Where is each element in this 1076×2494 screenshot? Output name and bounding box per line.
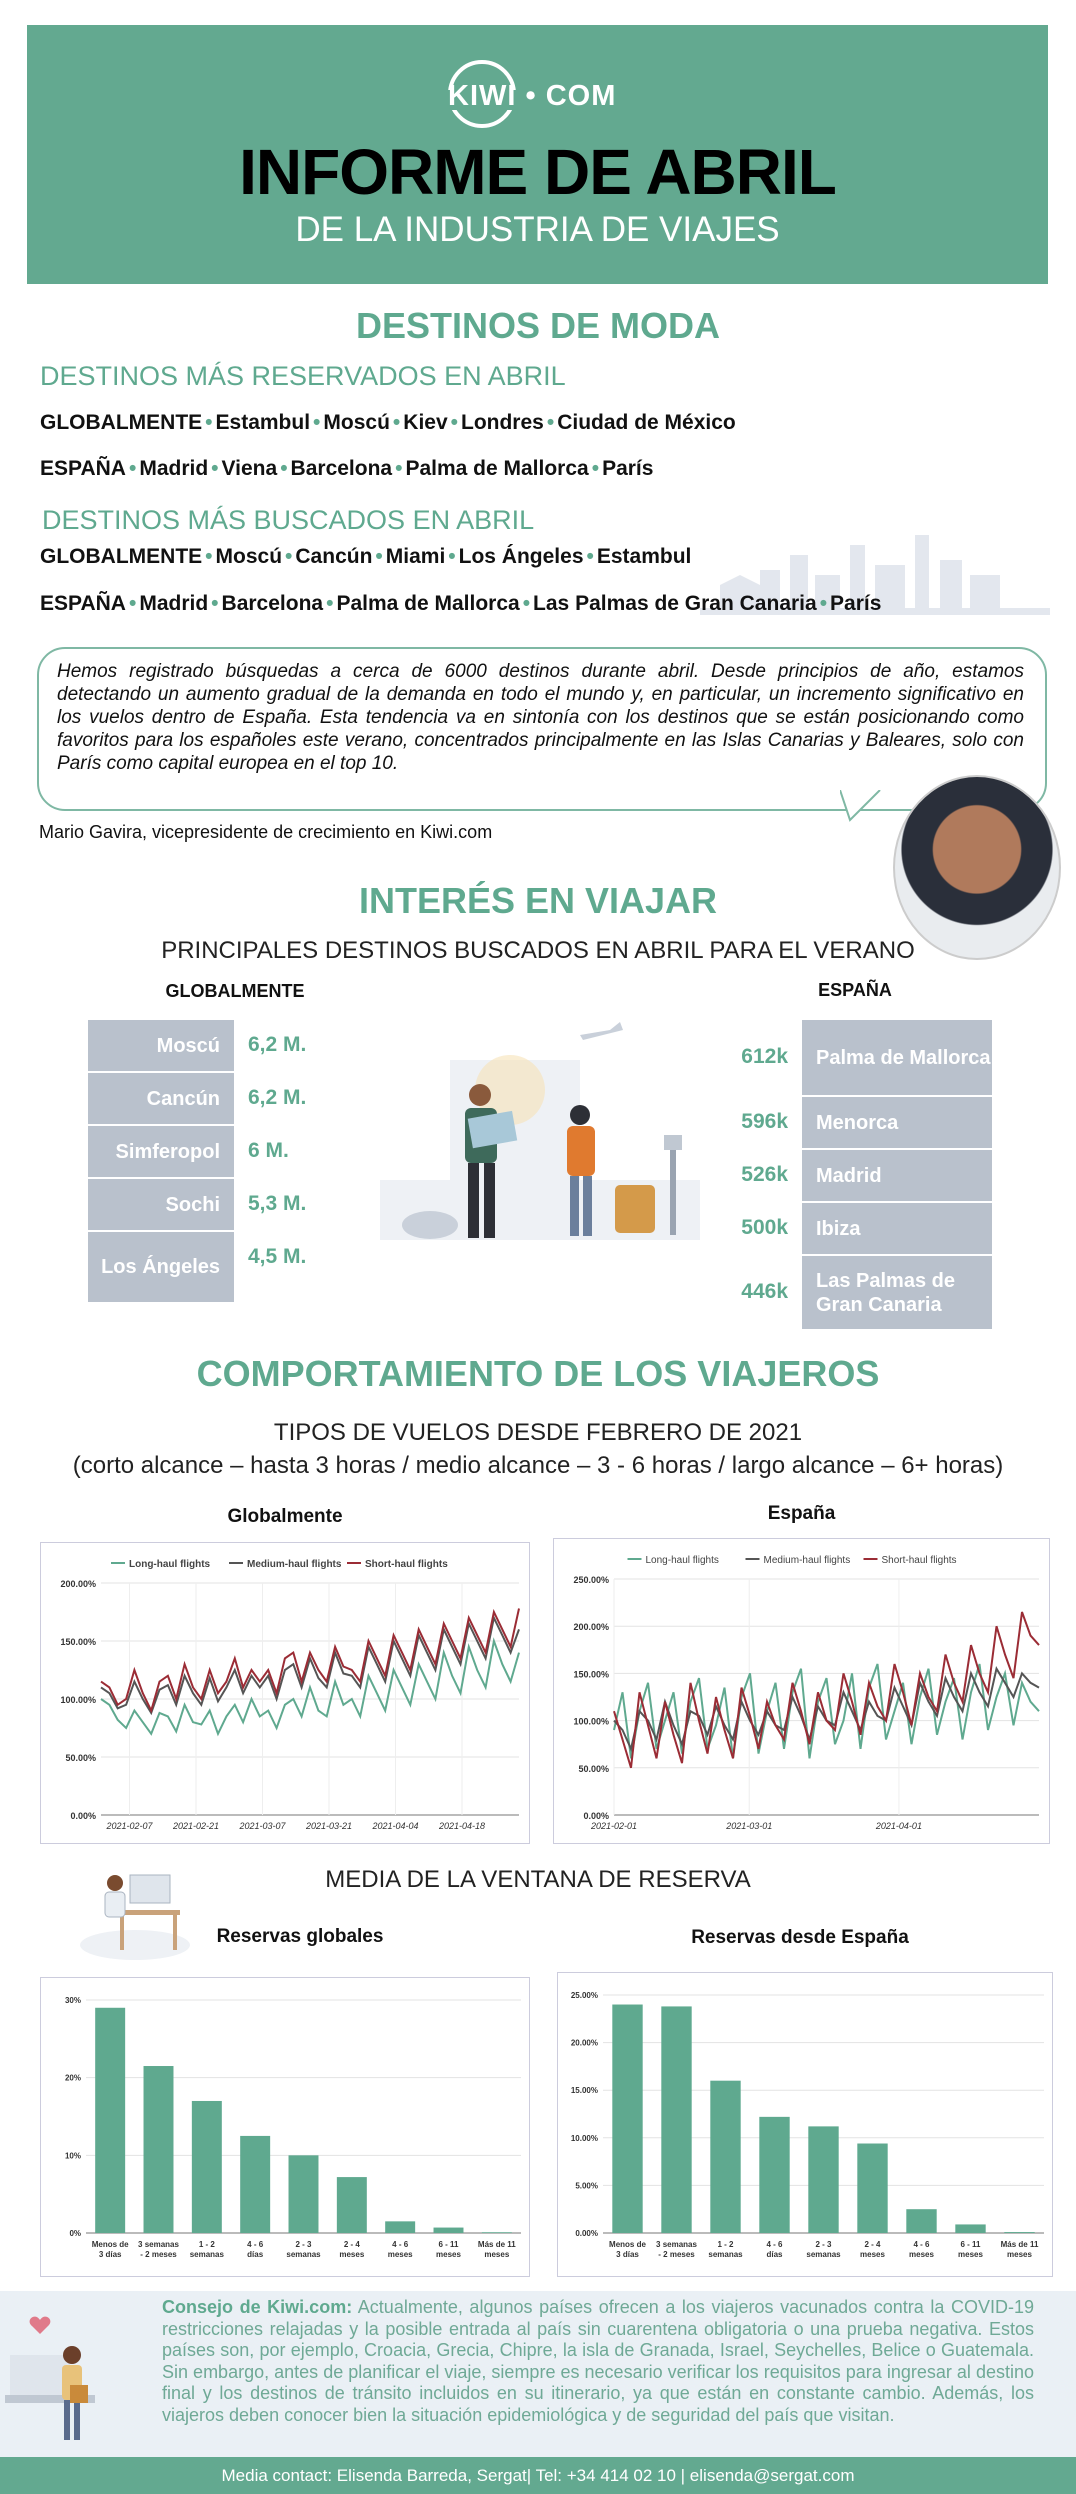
destination-item: Kiev (403, 411, 448, 434)
separator-dot: • (128, 457, 137, 480)
global-destination-value: 6,2 M. (248, 1086, 307, 1109)
booked-title: DESTINOS MÁS RESERVADOS EN ABRIL (40, 361, 566, 391)
bar (808, 2126, 838, 2233)
interest-title: INTERÉS EN VIAJAR (358, 880, 718, 921)
searched-global-list (40, 545, 691, 569)
bar (337, 2177, 367, 2233)
global-line-title: Globalmente (227, 1506, 343, 1527)
speaker-avatar (893, 775, 1061, 960)
global-destination-name: Simferopol (88, 1126, 234, 1177)
footer-contact: Media contact: Elisenda Barreda, Sergat| Tel: +34 414 02 10 | elisenda@sergat.com (0, 2457, 1076, 2494)
tip-label: Consejo de Kiwi.com: (162, 2297, 353, 2317)
y-tick-label: 150.00% (573, 1669, 609, 1680)
flights-subtitle: TIPOS DE VUELOS DESDE FEBRERO DE 2021 (273, 1419, 803, 1446)
legend-label: Long-haul flights (129, 1559, 211, 1570)
list-region-label: ESPAÑA (40, 592, 126, 615)
behaviour-title: COMPORTAMIENTO DE LOS VIAJEROS (196, 1353, 880, 1394)
x-tick-label: 2021-02-21 (172, 1821, 220, 1831)
destination-item: Palma de Mallorca (405, 457, 589, 480)
separator-dot: • (395, 457, 403, 480)
x-tick-label: 4 - 6 meses (387, 2240, 413, 2259)
y-tick-label: 100.00% (60, 1695, 96, 1705)
separator-dot: • (392, 411, 401, 434)
quote-text: Hemos registrado búsquedas a cerca de 6000 destinos durante abril. Desde principios de año, estamos detectando un aumento gradual de la demanda en todo el mundo y, en particular, un incremento significativo en los vuelos dentro de España. Esta tendencia va en sintonía con los destinos que se están posicionando como favoritos para los españoles este verano, concentrados principalmente en las Islas Canarias y Baleares, solo con París como capital europea en el top 10. (57, 661, 1024, 774)
separator-dot: • (591, 457, 600, 480)
tip-body: Actualmente, algunos países ofrecen a los viajeros vacunados contra la COVID-19 restricciones relajadas y la posible entrada al país sin cuarentena obligatoria o una prueba negativa. Estos países son, por ejemplo, Croacia, Grecia, Chipre, la isla de Granada, Israel, Seychelles, Belice o Guatemala. Sin embargo, antes de planificar el viaje, siempre es necesario verificar los requisitos para ingresar al destino final y los destinos de tránsito incluidos en su itinerario, ya que están en constante cambio. Además, los viajeros deben conocer bien la situación epidemiológica y de seguridad del país que visitan. (162, 2297, 1034, 2425)
global-line-chart (40, 1542, 530, 1844)
bar (612, 2005, 642, 2233)
destination-item: Madrid (139, 592, 209, 615)
spain-destination-name: Las Palmas de Gran Canaria (802, 1256, 992, 1329)
global-destination-value: 5,3 M. (248, 1192, 307, 1215)
destination-item: Moscú (215, 545, 283, 568)
x-tick-label: 4 - 6 días (766, 2240, 783, 2259)
x-tick-label: 4 - 6 días (247, 2240, 264, 2259)
bar (434, 2228, 464, 2233)
separator-dot: • (450, 411, 458, 434)
report-subtitle: DE LA INDUSTRIA DE VIAJES (295, 210, 780, 249)
y-tick-label: 10.00% (570, 2133, 598, 2143)
spain-destination-value: 446k (741, 1279, 788, 1303)
x-tick-label: 2021-02-01 (590, 1821, 638, 1831)
spain-bar-title: Reservas desde España (691, 1927, 909, 1948)
global-destination-name: Los Ángeles (88, 1232, 234, 1302)
separator-dot: • (205, 411, 213, 434)
spain-destination-value: 596k (741, 1109, 788, 1133)
separator-dot: • (280, 457, 288, 480)
y-tick-label: 100.00% (573, 1716, 609, 1727)
global-bar-title: Reservas globales (216, 1926, 384, 1947)
global-destination-value: 6 M. (248, 1139, 289, 1162)
destination-item: París (830, 592, 882, 615)
searched-title: DESTINOS MÁS BUSCADOS EN ABRIL (42, 505, 535, 535)
global-header: GLOBALMENTE (165, 981, 305, 1001)
destination-item: Viena (221, 457, 278, 480)
separator-dot: • (448, 545, 456, 568)
destination-item: Palma de Mallorca (336, 592, 520, 615)
list-region-label: GLOBALMENTE (40, 411, 203, 434)
bar (955, 2224, 985, 2233)
quote-speaker: Mario Gavira, vicepresidente de crecimiento en Kiwi.com (39, 822, 493, 842)
x-tick-label: 2021-04-04 (372, 1821, 419, 1831)
travelers-illustration (380, 1020, 700, 1285)
spain-bar-chart (557, 1972, 1053, 2277)
separator-dot: • (546, 411, 555, 434)
series-line-long-haul-flights (614, 1664, 1039, 1758)
x-tick-label: 1 - 2 semanas (708, 2240, 743, 2259)
x-tick-label: Más de 11 meses (477, 2240, 516, 2259)
x-tick-label: Menos de 3 días (609, 2240, 646, 2259)
y-tick-label: 0% (69, 2229, 81, 2238)
booking-window-title: MEDIA DE LA VENTANA DE RESERVA (325, 1866, 751, 1893)
bar (192, 2101, 222, 2233)
destination-item: Miami (385, 545, 446, 568)
destination-item: París (602, 457, 654, 480)
y-tick-label: 0.00% (70, 1811, 96, 1821)
bar (857, 2144, 887, 2233)
y-tick-label: 0.00% (575, 2229, 598, 2238)
y-tick-label: 200.00% (573, 1622, 609, 1633)
bar (95, 2008, 125, 2233)
bar (482, 2232, 512, 2233)
x-tick-label: 2021-02-07 (106, 1821, 153, 1831)
global-destination-name: Moscú (88, 1020, 234, 1071)
spain-header: ESPAÑA (818, 980, 892, 1000)
x-tick-label: 2021-04-18 (438, 1821, 486, 1831)
spain-destination-name: Ibiza (802, 1203, 992, 1254)
bar (240, 2136, 270, 2233)
separator-dot: • (586, 545, 594, 568)
destination-item: Cancún (295, 545, 373, 568)
destination-item: Ciudad de México (557, 411, 736, 434)
y-tick-label: 5.00% (575, 2181, 598, 2191)
legend-label: Short-haul flights (365, 1559, 448, 1570)
x-tick-label: 3 semanas - 2 meses (138, 2240, 179, 2259)
separator-dot: • (285, 545, 293, 568)
destination-item: Estambul (596, 545, 692, 568)
destination-item: Las Palmas de Gran Canaria (533, 592, 817, 615)
spain-destination-name: Madrid (802, 1150, 992, 1201)
y-tick-label: 0.00% (583, 1811, 609, 1821)
y-tick-label: 150.00% (60, 1637, 96, 1647)
searched-spain-list (40, 592, 881, 616)
x-tick-label: 2 - 3 semanas (806, 2240, 841, 2259)
y-tick-label: 10% (64, 2151, 81, 2161)
spain-line-title: España (767, 1503, 836, 1524)
destination-item: Los Ángeles (458, 545, 584, 568)
legend-label: Medium-haul flights (763, 1555, 851, 1566)
separator-dot: • (522, 592, 531, 615)
destination-item: Moscú (323, 411, 390, 434)
y-tick-label: 50.00% (578, 1763, 609, 1774)
separator-dot: • (128, 592, 137, 615)
destination-item: Londres (461, 411, 544, 434)
x-tick-label: 2021-03-01 (726, 1821, 773, 1831)
x-tick-label: 3 semanas - 2 meses (656, 2240, 697, 2259)
legend-label: Short-haul flights (881, 1555, 957, 1566)
destination-item: Barcelona (221, 592, 324, 615)
x-tick-label: Menos de 3 días (91, 2240, 129, 2259)
x-tick-label: 2021-04-01 (875, 1821, 922, 1831)
y-tick-label: 15.00% (570, 2086, 598, 2096)
booked-global-list (40, 411, 736, 435)
spain-destination-value: 500k (741, 1215, 788, 1239)
tip-text (162, 2297, 1034, 2426)
flights-definition: (corto alcance – hasta 3 horas / medio alcance – 3 - 6 horas / largo alcance – 6+ horas) (72, 1452, 1004, 1479)
interest-subtitle: PRINCIPALES DESTINOS BUSCADOS EN ABRIL PARA EL VERANO (161, 937, 915, 964)
list-region-label: ESPAÑA (40, 457, 126, 480)
destination-item: Estambul (215, 411, 311, 434)
bar (1004, 2232, 1034, 2233)
x-tick-label: 2021-03-07 (239, 1821, 286, 1831)
y-tick-label: 50.00% (65, 1753, 96, 1763)
x-tick-label: 4 - 6 meses (909, 2240, 934, 2259)
separator-dot: • (205, 545, 213, 568)
global-destination-name: Sochi (88, 1179, 234, 1230)
spain-destination-name: Palma de Mallorca (802, 1020, 992, 1095)
global-bar-chart (40, 1977, 530, 2277)
x-tick-label: 2 - 4 meses (860, 2240, 885, 2259)
x-tick-label: 2021-03-21 (305, 1821, 353, 1831)
bar (759, 2117, 789, 2233)
bar (710, 2081, 740, 2233)
separator-dot: • (211, 457, 219, 480)
separator-dot: • (375, 545, 383, 568)
destination-item: Barcelona (290, 457, 393, 480)
y-tick-label: 25.00% (570, 1991, 598, 2000)
list-region-label: GLOBALMENTE (40, 545, 203, 568)
spain-destination-name: Menorca (802, 1097, 992, 1148)
bar (289, 2155, 319, 2233)
bar (906, 2209, 936, 2233)
booked-spain-list (40, 457, 653, 481)
report-title: INFORME DE ABRIL (239, 136, 836, 208)
bar (661, 2006, 691, 2233)
spain-destination-value: 612k (741, 1044, 788, 1068)
separator-dot: • (313, 411, 321, 434)
x-tick-label: 6 - 11 meses (958, 2240, 983, 2259)
global-destination-value: 4,5 M. (248, 1245, 307, 1268)
separator-dot: • (326, 592, 334, 615)
trending-title: DESTINOS DE MODA (355, 305, 721, 346)
y-tick-label: 20% (64, 2073, 81, 2083)
bar (144, 2066, 174, 2233)
y-tick-label: 20.00% (570, 2038, 598, 2048)
y-tick-label: 200.00% (60, 1579, 96, 1589)
global-destination-value: 6,2 M. (248, 1033, 307, 1056)
global-destination-name: Cancún (88, 1073, 234, 1124)
spain-line-chart (553, 1538, 1050, 1844)
y-tick-label: 250.00% (573, 1575, 609, 1585)
x-tick-label: Más de 11 meses (1000, 2240, 1039, 2259)
traveler-bench-icon (0, 2300, 135, 2450)
x-tick-label: 2 - 3 semanas (286, 2240, 321, 2259)
bar (385, 2221, 415, 2233)
kiwi-logo: KIWI • COM (448, 80, 617, 112)
series-line-short-haul-flights (614, 1612, 1039, 1768)
x-tick-label: 6 - 11 meses (436, 2240, 461, 2259)
separator-dot: • (211, 592, 219, 615)
legend-label: Medium-haul flights (247, 1559, 342, 1570)
x-tick-label: 1 - 2 semanas (189, 2240, 224, 2259)
x-tick-label: 2 - 4 meses (339, 2240, 365, 2259)
destination-item: Madrid (139, 457, 209, 480)
legend-label: Long-haul flights (645, 1555, 719, 1566)
separator-dot: • (819, 592, 828, 615)
y-tick-label: 30% (64, 1996, 81, 2005)
spain-destination-value: 526k (741, 1162, 788, 1186)
